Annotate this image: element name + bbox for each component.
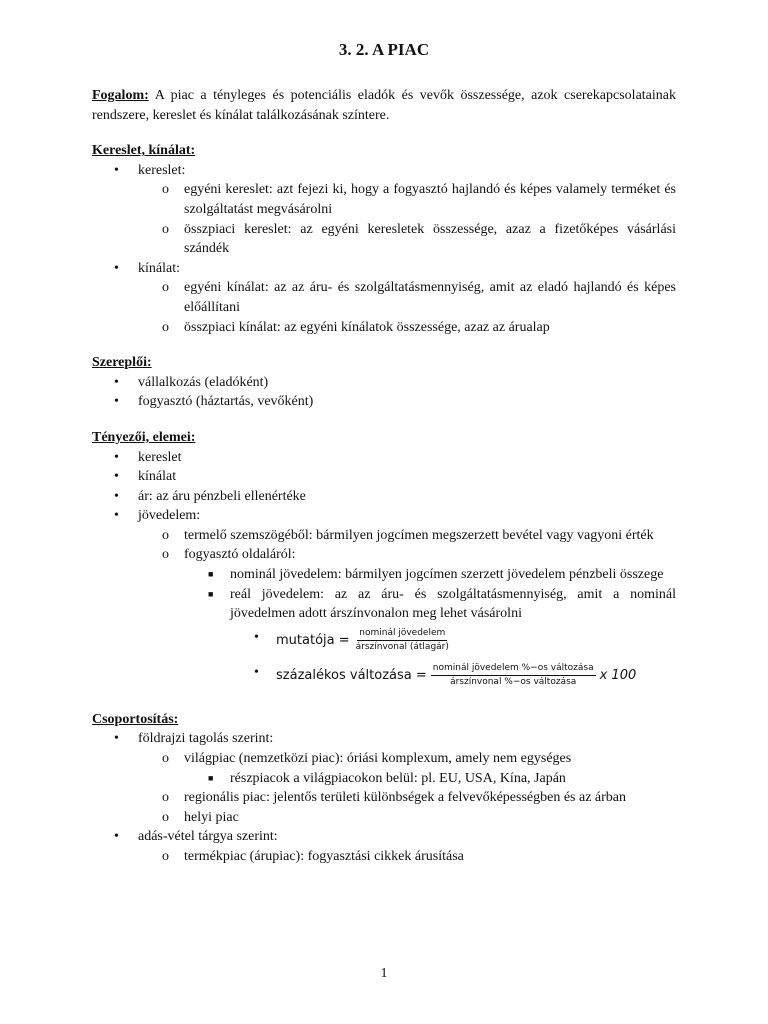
bullet-icon: •: [114, 162, 119, 178]
definition-paragraph: [92, 86, 676, 125]
list-item: o világpiac (nemzetközi piac): óriási komplexum, amely nem egységes: [92, 749, 676, 769]
list-item: ■ nominál jövedelem: bármilyen jogcímen szerzett jövedelem pénzbeli összege: [92, 565, 676, 585]
definition-lead: Fogalom:: [92, 88, 149, 103]
fraction: $\frac{\text{nominál jövedelem \%−os változása}}{\text{árszínvonal \%−os változása}}$: [432, 662, 594, 687]
document-body: [92, 86, 676, 867]
circle-bullet-icon: o: [162, 182, 169, 198]
page-number: 1: [380, 966, 388, 981]
circle-bullet-icon: o: [162, 221, 169, 237]
section-heading-tenyezoi: Tényezői, elemei:: [92, 429, 196, 445]
list-item: • adás-vétel tárgya szerint:: [92, 827, 676, 847]
list-item: o termékpiac (árupiac): fogyasztási cikkek árusítása: [92, 847, 676, 867]
bullet-icon: •: [114, 469, 119, 485]
bullet-icon: •: [114, 260, 119, 276]
list-szereploi: [92, 373, 676, 412]
list-item: • kereslet:: [92, 161, 676, 181]
formula-item: [92, 663, 676, 688]
list-item: • ár: az áru pénzbeli ellenértéke: [92, 487, 676, 507]
list-item: • jövedelem:: [92, 506, 676, 526]
list-tenyezoi: [92, 448, 676, 688]
bullet-icon: •: [114, 508, 119, 524]
section-heading-csoportositas: Csoportosítás:: [92, 711, 179, 727]
bullet-icon: •: [114, 829, 119, 845]
list-item: o egyéni kínálat: az az áru- és szolgáltatásmennyiség, amit az eladó hajlandó és képes előállítani: [162, 280, 676, 315]
page-title: 3. 2. A PIAC: [338, 40, 430, 59]
list-item: o fogyasztó oldaláról:: [92, 545, 676, 565]
bullet-icon: •: [114, 394, 119, 410]
list-item: ■ részpiacok a világpiacokon belül: pl. EU, USA, Kína, Japán: [92, 769, 676, 789]
definition-text: A piac a tényleges és potenciális eladók és vevők összessége, azok cserekapcsolatainak rendszere, kereslet és kínálat találkozásának színtere.: [92, 88, 676, 123]
square-bullet-icon: ■: [208, 569, 214, 580]
bullet-icon: •: [114, 449, 119, 465]
circle-bullet-icon: o: [162, 849, 169, 864]
list-item: • kínálat:: [92, 259, 676, 279]
formula-szazalekos: százalékos változása = $\frac{\text{nominál jövedelem \%−os változása}}{\text{árszínvonal \%−os változása}}$ x 100: [276, 662, 637, 687]
section-heading-szereploi: Szereplői:: [92, 355, 152, 371]
formula-item: [92, 628, 676, 653]
circle-bullet-icon: o: [162, 751, 169, 767]
list-item: o termelő szemszögéből: bármilyen jogcímen megszerzett bevétel vagy vagyoni érték: [92, 526, 676, 546]
bullet-icon: •: [254, 664, 259, 680]
bullet-icon: •: [114, 374, 119, 390]
square-bullet-icon: ■: [208, 588, 214, 599]
section-heading-kereslet-kinalat: Kereslet, kínálat:: [92, 143, 196, 159]
list-item: • fogyasztó (háztartás, vevőként): [92, 392, 676, 412]
list-item: o helyi piac: [92, 808, 676, 828]
circle-bullet-icon: o: [162, 547, 169, 563]
circle-bullet-icon: o: [162, 527, 169, 543]
list-csoportositas: [92, 729, 676, 866]
square-bullet-icon: ■: [208, 772, 214, 783]
formula-mutatoja: mutatója = $\frac{\text{nominál jövedelem}}{\text{árszínvonal (átlagár)}}$: [276, 627, 449, 652]
list-item: o regionális piac: jelentős területi különbségek a felvevőképességben és az árban: [92, 788, 676, 808]
circle-bullet-icon: o: [162, 790, 169, 806]
bullet-icon: •: [114, 731, 119, 747]
circle-bullet-icon: o: [162, 280, 169, 296]
list-item: ■ reál jövedelem: az az áru- és szolgáltatásmennyiség, amit a nominál jövedelmen adott árszínvonalon meg lehet vásárolni: [208, 586, 676, 622]
bullet-icon: •: [114, 488, 119, 504]
circle-bullet-icon: o: [162, 319, 169, 335]
circle-bullet-icon: o: [162, 809, 169, 825]
list-item: o összpiaci kereslet: az egyéni keresletek összessége, azaz a fizetőképes vásárlási szándék: [162, 221, 676, 257]
list-item: • kínálat: [92, 467, 676, 487]
bullet-icon: •: [254, 629, 259, 645]
list-item: o egyéni kereslet: azt fejezi ki, hogy a fogyasztó hajlandó és képes valamely terméket és szolgáltatást megvásárolni: [162, 182, 676, 217]
list-item: • vállalkozás (eladóként): [92, 373, 676, 393]
list-item: o összpiaci kínálat: az egyéni kínálatok összessége, azaz az árualap: [92, 318, 676, 338]
list-kereslet-kinalat: [92, 161, 676, 337]
list-item: • kereslet: [92, 448, 676, 468]
list-item: • földrajzi tagolás szerint:: [92, 729, 676, 749]
fraction: $\frac{\text{nominál jövedelem}}{\text{árszínvonal (átlagár)}}$: [355, 627, 449, 652]
